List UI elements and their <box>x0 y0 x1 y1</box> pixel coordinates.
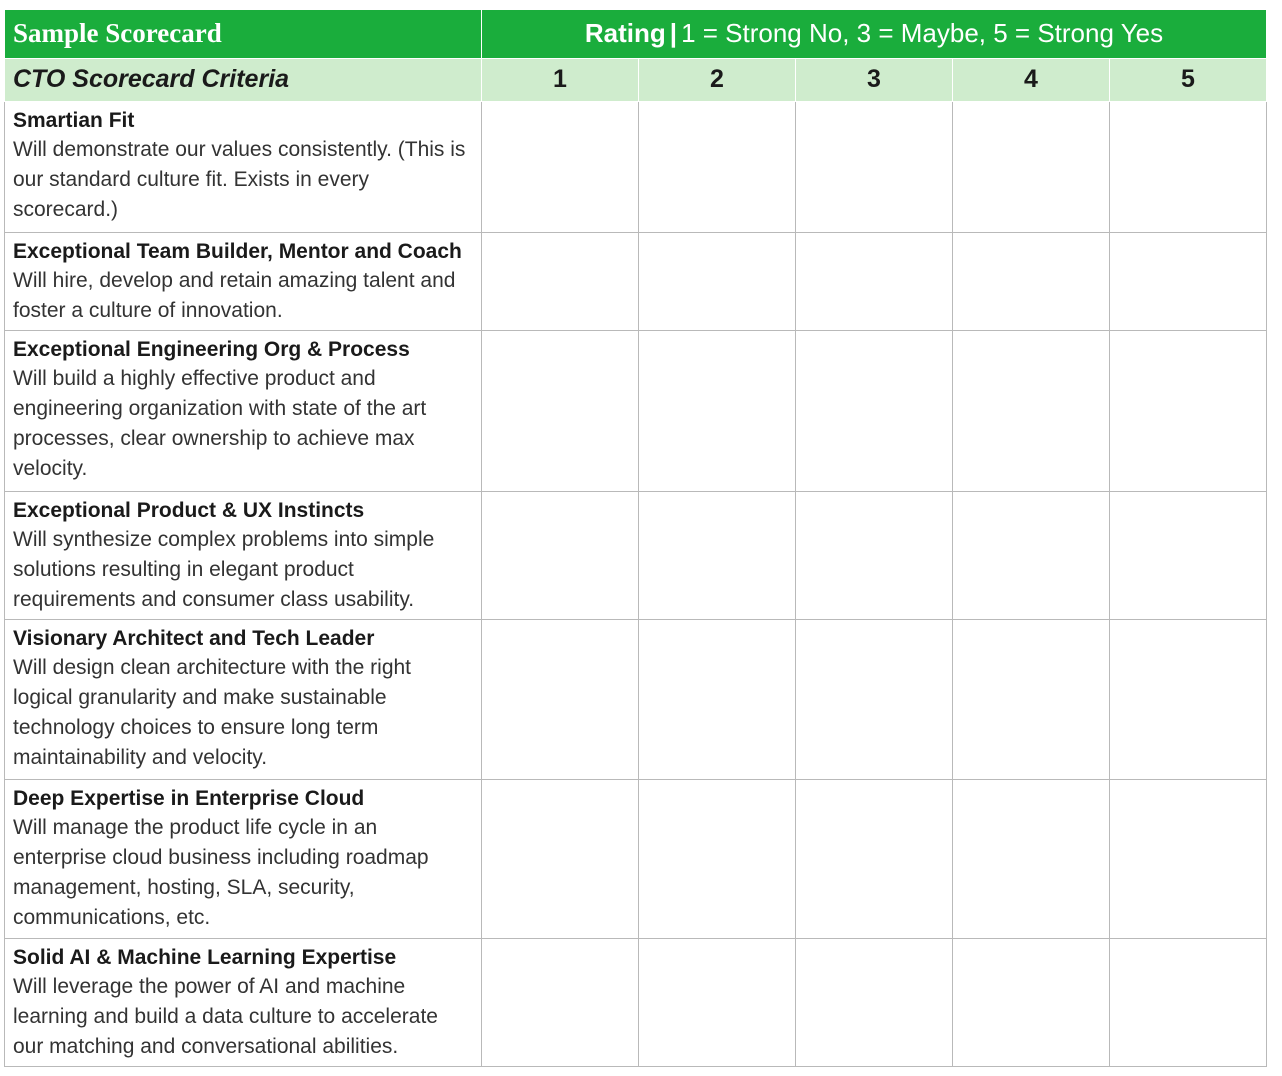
criterion-description: Will manage the product life cycle in an enterprise cloud business including roadmap management, hosting, SLA, security, communications, etc. <box>13 815 429 929</box>
rating-column-3: 3 <box>796 58 953 101</box>
rating-box-5[interactable] <box>1110 491 1267 619</box>
rating-box-1[interactable] <box>482 491 639 619</box>
rating-box-1[interactable] <box>482 619 639 779</box>
rating-box-3[interactable] <box>796 491 953 619</box>
rating-box-4[interactable] <box>953 491 1110 619</box>
rating-box-5[interactable] <box>1110 938 1267 1066</box>
rating-box-3[interactable] <box>796 330 953 491</box>
rating-column-2: 2 <box>639 58 796 101</box>
criterion-description: Will build a highly effective product and engineering organization with state of the art processes, clear ownership to achieve max velocity. <box>13 366 427 480</box>
rating-box-2[interactable] <box>639 101 796 232</box>
criterion-title: Exceptional Team Builder, Mentor and Coach <box>13 239 462 263</box>
rating-box-5[interactable] <box>1110 232 1267 330</box>
criterion-title: Exceptional Product & UX Instincts <box>13 498 365 522</box>
rating-column-1: 1 <box>482 58 639 101</box>
criterion-cell <box>5 232 482 330</box>
criterion-description: Will hire, develop and retain amazing talent and foster a culture of innovation. <box>13 268 456 322</box>
rating-box-1[interactable] <box>482 938 639 1066</box>
rating-box-4[interactable] <box>953 101 1110 232</box>
scorecard-title: Sample Scorecard <box>5 10 482 58</box>
rating-column-4: 4 <box>953 58 1110 101</box>
criterion-cell <box>5 491 482 619</box>
criterion-title: Exceptional Engineering Org & Process <box>13 337 410 361</box>
rating-box-2[interactable] <box>639 330 796 491</box>
criteria-column-header: CTO Scorecard Criteria <box>5 58 482 101</box>
rating-box-5[interactable] <box>1110 619 1267 779</box>
column-header-row <box>5 58 1267 101</box>
criterion-row <box>5 619 1267 779</box>
criterion-cell <box>5 101 482 232</box>
rating-box-2[interactable] <box>639 619 796 779</box>
rating-separator: | <box>669 18 678 49</box>
rating-box-1[interactable] <box>482 330 639 491</box>
criterion-cell <box>5 330 482 491</box>
criterion-description: Will leverage the power of AI and machine learning and build a data culture to accelerate our matching and conversational abilities. <box>13 974 438 1058</box>
rating-box-1[interactable] <box>482 101 639 232</box>
criterion-title: Smartian Fit <box>13 108 135 132</box>
rating-box-5[interactable] <box>1110 779 1267 938</box>
rating-scale: 1 = Strong No, 3 = Maybe, 5 = Strong Yes <box>681 18 1164 49</box>
criterion-row <box>5 491 1267 619</box>
criterion-cell <box>5 779 482 938</box>
criterion-description: Will demonstrate our values consistently. (This is our standard culture fit. Exists in every scorecard.) <box>13 137 466 221</box>
rating-legend <box>482 10 1267 58</box>
rating-box-3[interactable] <box>796 619 953 779</box>
rating-box-2[interactable] <box>639 491 796 619</box>
title-row <box>5 10 1267 58</box>
rating-box-4[interactable] <box>953 232 1110 330</box>
criterion-title: Solid AI & Machine Learning Expertise <box>13 945 397 969</box>
criterion-description: Will design clean architecture with the right logical granularity and make sustainable technology choices to ensure long term maintainability and velocity. <box>13 655 412 769</box>
rating-box-2[interactable] <box>639 938 796 1066</box>
rating-box-3[interactable] <box>796 232 953 330</box>
criterion-description: Will synthesize complex problems into simple solutions resulting in elegant product requirements and consumer class usability. <box>13 527 435 611</box>
rating-box-2[interactable] <box>639 779 796 938</box>
criterion-title: Deep Expertise in Enterprise Cloud <box>13 786 365 810</box>
rating-column-5: 5 <box>1110 58 1267 101</box>
criterion-cell <box>5 619 482 779</box>
rating-box-2[interactable] <box>639 232 796 330</box>
criterion-row <box>5 779 1267 938</box>
rating-box-1[interactable] <box>482 232 639 330</box>
rating-box-4[interactable] <box>953 330 1110 491</box>
criterion-title: Visionary Architect and Tech Leader <box>13 626 375 650</box>
rating-box-4[interactable] <box>953 619 1110 779</box>
rating-box-5[interactable] <box>1110 330 1267 491</box>
criterion-row <box>5 938 1267 1066</box>
criterion-row <box>5 101 1267 232</box>
rating-label: Rating <box>584 18 666 49</box>
rating-box-3[interactable] <box>796 101 953 232</box>
scorecard-table <box>4 10 1267 1067</box>
rating-box-1[interactable] <box>482 779 639 938</box>
criterion-cell <box>5 938 482 1066</box>
rating-box-4[interactable] <box>953 938 1110 1066</box>
rating-box-3[interactable] <box>796 779 953 938</box>
rating-box-3[interactable] <box>796 938 953 1066</box>
rating-box-4[interactable] <box>953 779 1110 938</box>
criterion-row <box>5 232 1267 330</box>
rating-box-5[interactable] <box>1110 101 1267 232</box>
criterion-row <box>5 330 1267 491</box>
